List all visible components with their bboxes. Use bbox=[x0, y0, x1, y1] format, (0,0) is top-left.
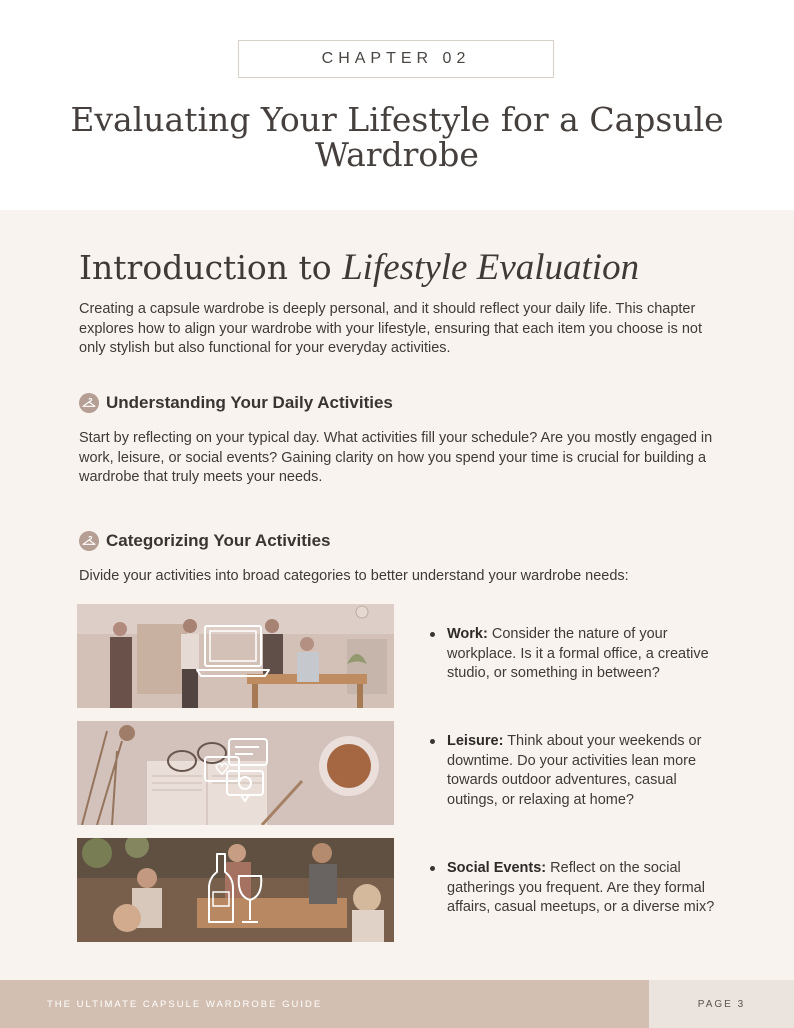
page-title: Evaluating Your Lifestyle for a Capsule Wardrobe bbox=[70, 100, 724, 174]
footer-page-number-box bbox=[649, 980, 794, 1028]
categorizing-paragraph: Divide your activities into broad categories to better understand your wardrobe needs: bbox=[79, 568, 629, 584]
content-area bbox=[0, 210, 794, 980]
intro-heading-script: Lifestyle Evaluation bbox=[342, 247, 640, 288]
list-item-description: Consider the nature of your workplace. Is it a formal office, a creative studio, or something in between? bbox=[447, 626, 709, 681]
chapter-label: CHAPTER 02 bbox=[321, 50, 471, 67]
work-photo bbox=[77, 604, 394, 708]
laptop-icon bbox=[195, 622, 271, 680]
section-title: Understanding Your Daily Activities bbox=[106, 393, 393, 412]
section-categorizing-heading bbox=[79, 531, 331, 551]
list-item-social-events bbox=[430, 859, 720, 918]
list-item-description: Think about your weekends or downtime. Do your activities lean more towards outdoor adventures, casual outings, or relaxing at home? bbox=[447, 733, 702, 808]
bullet-dot bbox=[430, 739, 435, 744]
wine-bottle-glass-icon bbox=[207, 850, 265, 928]
footer-guide-title: THE ULTIMATE CAPSULE WARDROBE GUIDE bbox=[47, 998, 323, 1010]
chat-bubbles-icon bbox=[201, 735, 271, 805]
list-item-text bbox=[447, 625, 720, 684]
list-item-leisure bbox=[430, 732, 720, 810]
bullet-dot bbox=[430, 632, 435, 637]
list-item-label: Work: bbox=[447, 626, 488, 642]
section-title: Categorizing Your Activities bbox=[106, 531, 331, 550]
page-number: PAGE 3 bbox=[697, 998, 746, 1010]
leisure-photo bbox=[77, 721, 394, 825]
list-item-description: Reflect on the social gatherings you frequent. Are they formal affairs, casual meetups, or a diverse mix? bbox=[447, 860, 715, 915]
footer-guide-title-bar bbox=[0, 980, 649, 1028]
list-item-text bbox=[447, 859, 720, 918]
intro-heading bbox=[79, 246, 639, 289]
hanger-icon bbox=[79, 393, 99, 413]
social-events-photo bbox=[77, 838, 394, 942]
hanger-icon bbox=[79, 531, 99, 551]
intro-paragraph: Creating a capsule wardrobe is deeply personal, and it should reflect your daily life. This chapter explores how to align your wardrobe with your lifestyle, ensuring that each item you choose is not only stylish but also functional for your everyday activities. bbox=[79, 301, 703, 356]
daily-activities-paragraph: Start by reflecting on your typical day. What activities fill your schedule? Are you mostly engaged in work, leisure, or social events? Gaining clarity on how you spend your time is crucial for building a wardrobe that truly meets your needs. bbox=[79, 430, 713, 485]
list-item-text bbox=[447, 732, 720, 810]
bullet-dot bbox=[430, 866, 435, 871]
section-daily-activities-heading bbox=[79, 393, 393, 413]
intro-heading-plain: Introduction to bbox=[79, 248, 343, 287]
list-item-label: Social Events: bbox=[447, 860, 547, 876]
list-item-work bbox=[430, 625, 720, 684]
chapter-label-box bbox=[238, 40, 554, 78]
list-item-label: Leisure: bbox=[447, 733, 504, 749]
